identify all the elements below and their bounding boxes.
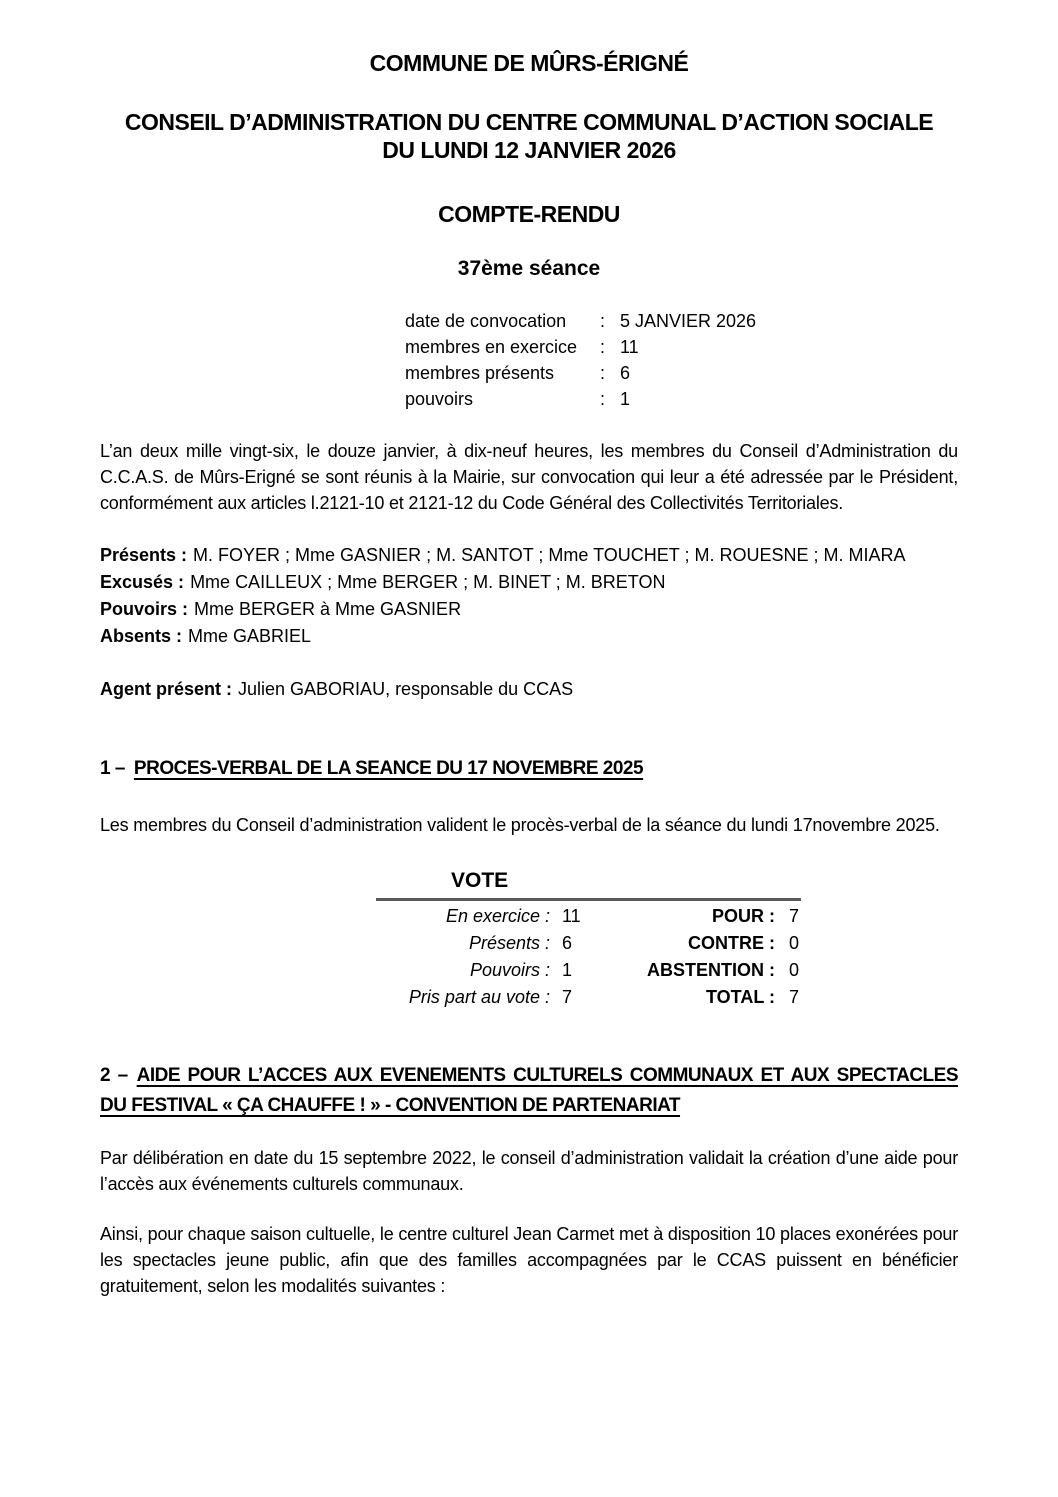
section-2-title: AIDE POUR L’ACCES AUX EVENEMENTS CULTURELS COMMUNAUX ET AUX SPECTACLES DU FESTIVAL « ÇA CHAUFFE ! » - CONVENTION DE PARTENARIAT <box>100 1065 958 1116</box>
vote-left-label: Pouvoirs : <box>469 960 550 980</box>
convocation-label: membres en exercice <box>405 337 578 357</box>
convocation-value: 6 <box>620 363 631 383</box>
section-1-number: 1 – <box>100 758 125 779</box>
section-2-paragraph-2: Ainsi, pour chaque saison cultuelle, le centre culturel Jean Carmet met à disposition 10 places exonérées pour les spectacles jeune public, afin que des familles accompagnées par le CCAS puissent en bénéficier gratuitement, selon les modalités suivantes : <box>100 1224 958 1296</box>
attendance-value: M. FOYER ; Mme GASNIER ; M. SANTOT ; Mme TOUCHET ; M. ROUESNE ; M. MIARA <box>193 545 906 565</box>
vote-header-rule <box>376 866 801 901</box>
attendance-row-excuses <box>100 569 958 596</box>
vote-left-value: 7 <box>562 987 573 1007</box>
convocation-label: date de convocation <box>405 311 567 331</box>
vote-left-value: 11 <box>562 906 581 926</box>
section-2-heading <box>100 1061 958 1121</box>
vote-title: VOTE <box>451 869 509 892</box>
council-title-line-1: CONSEIL D’ADMINISTRATION DU CENTRE COMMUNAL D’ACTION SOCIALE <box>124 109 934 135</box>
convocation-table <box>405 308 958 412</box>
convocation-colon: : <box>600 311 606 331</box>
section-1-heading <box>100 754 958 784</box>
vote-right-label: CONTRE : <box>688 933 775 953</box>
section-2-paragraph-1: Par délibération en date du 15 septembre 2022, le conseil d’administration validait la création d’une aide pour l’accès aux événements culturels communaux. <box>100 1148 958 1194</box>
vote-left-label: En exercice : <box>445 906 550 926</box>
vote-table <box>376 866 801 1011</box>
attendance-label: Excusés : <box>100 572 185 592</box>
vote-right-value: 0 <box>789 960 800 980</box>
commune-title: COMMUNE DE MÛRS-ÉRIGNÉ <box>369 50 689 76</box>
vote-right-label: POUR : <box>712 906 775 926</box>
attendance-row-pouvoirs <box>100 596 958 623</box>
vote-left-value: 6 <box>562 933 573 953</box>
attendance-label: Absents : <box>100 626 183 646</box>
convocation-value: 1 <box>620 389 631 409</box>
attendance-value: Mme GABRIEL <box>188 626 312 646</box>
agent-line <box>100 676 958 702</box>
attendance-row-presents <box>100 542 958 569</box>
vote-left-label: Présents : <box>468 933 550 953</box>
vote-right-label: ABSTENTION : <box>647 960 775 980</box>
vote-grid <box>376 903 801 1011</box>
council-title-line-2: DU LUNDI 12 JANVIER 2026 <box>382 137 676 163</box>
vote-right-value: 0 <box>789 933 800 953</box>
vote-right-label: TOTAL : <box>706 987 775 1007</box>
section-1-paragraph: Les membres du Conseil d’administration valident le procès-verbal de la séance du lundi 17novembre 2025. <box>100 815 940 835</box>
vote-left-label: Pris part au vote : <box>408 987 550 1007</box>
attendance-value: Mme CAILLEUX ; Mme BERGER ; M. BINET ; M. BRETON <box>190 572 666 592</box>
council-title <box>100 108 958 164</box>
vote-right-value: 7 <box>789 987 800 1007</box>
attendance-value: Mme BERGER à Mme GASNIER <box>194 599 462 619</box>
convocation-label: pouvoirs <box>405 389 474 409</box>
doc-type-title: COMPTE-RENDU <box>438 201 620 227</box>
section-1-title: PROCES-VERBAL DE LA SEANCE DU 17 NOVEMBRE 2025 <box>133 758 644 779</box>
attendance-label: Présents : <box>100 545 188 565</box>
convocation-colon: : <box>600 389 606 409</box>
convocation-label: membres présents <box>405 363 555 383</box>
attendance-list <box>100 542 958 650</box>
convocation-value: 5 JANVIER 2026 <box>620 311 757 331</box>
vote-right-value: 7 <box>789 906 800 926</box>
attendance-row-absents <box>100 623 958 650</box>
agent-label: Agent présent : <box>100 679 233 699</box>
convocation-colon: : <box>600 337 606 357</box>
section-2-number: 2 – <box>100 1065 128 1086</box>
session-number: 37ème séance <box>457 257 601 280</box>
attendance-label: Pouvoirs : <box>100 599 189 619</box>
convocation-value: 11 <box>620 337 639 357</box>
agent-value: Julien GABORIAU, responsable du CCAS <box>238 679 574 699</box>
vote-left-value: 1 <box>562 960 573 980</box>
intro-paragraph: L’an deux mille vingt-six, le douze janvier, à dix-neuf heures, les membres du Conseil d’Administration du C.C.A.S. de Mûrs-Erigné se sont réunis à la Mairie, sur convocation qui leur a été adressée par le Président, conformément aux articles l.2121-10 et 2121-12 du Code Général des Collectivités Territoriales. <box>100 441 958 513</box>
convocation-colon: : <box>600 363 606 383</box>
